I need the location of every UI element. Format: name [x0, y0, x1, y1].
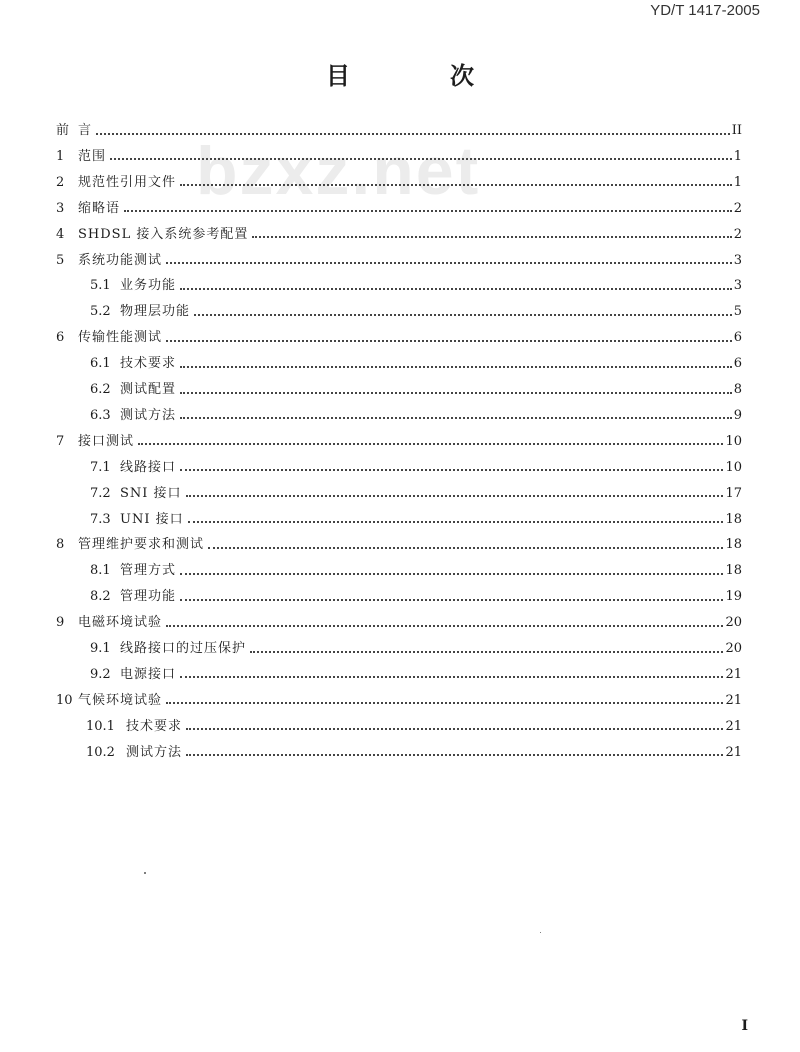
- toc-dot-leader: [186, 753, 723, 756]
- toc-page-number: 20: [725, 615, 742, 631]
- toc-entry-number: 前: [56, 123, 70, 138]
- toc-subentry[interactable]: [86, 742, 742, 764]
- toc-page-number: 20: [725, 641, 742, 656]
- toc-entry-title: 技术要求: [120, 356, 177, 372]
- toc-dot-leader: [166, 339, 732, 342]
- toc-entry[interactable]: [56, 172, 742, 194]
- toc-entry-number: 6.1: [90, 356, 111, 372]
- toc-entry[interactable]: [56, 250, 742, 272]
- toc-entry-title: UNI 接口: [120, 511, 184, 527]
- toc-entry[interactable]: [56, 146, 742, 168]
- toc-subentry[interactable]: [90, 275, 742, 297]
- scan-speck: [144, 872, 146, 874]
- toc-subentry[interactable]: [90, 664, 742, 686]
- toc-entry-title: 管理维护要求和测试: [78, 537, 205, 553]
- toc-entry-number: 7.2: [90, 485, 111, 501]
- toc-dot-leader: [194, 313, 732, 316]
- toc-dot-leader: [180, 391, 732, 394]
- toc-dot-leader: [180, 468, 723, 471]
- toc-page-number: 8: [733, 382, 742, 397]
- toc-page-number: 10: [725, 433, 742, 449]
- toc-entry-number: 8.2: [90, 589, 111, 605]
- toc-subentry[interactable]: [90, 586, 742, 608]
- toc-page-number: 21: [725, 666, 742, 682]
- toc-entry-title: 测试配置: [120, 382, 177, 397]
- toc-dot-leader: [166, 701, 723, 704]
- toc-dot-leader: [110, 157, 732, 160]
- toc-entry-number: 8.1: [90, 563, 111, 579]
- toc-entry-title: SNI 接口: [120, 485, 182, 501]
- toc-page-number: II: [731, 123, 742, 138]
- toc-page-number: 18: [725, 563, 742, 579]
- toc-entry-number: 9: [56, 615, 65, 631]
- toc-dot-leader: [180, 572, 723, 575]
- toc-subentry[interactable]: [90, 379, 742, 401]
- scan-speck: [540, 932, 541, 933]
- toc-subentry[interactable]: [90, 560, 742, 582]
- toc-entry-title: 技术要求: [126, 718, 183, 734]
- toc-entry-number: 6.2: [90, 382, 111, 397]
- toc-dot-leader: [208, 546, 723, 549]
- toc-entry-title: 测试方法: [126, 744, 183, 760]
- toc-subentry[interactable]: [90, 457, 742, 479]
- toc-entry-number: 9.2: [90, 666, 111, 682]
- toc-entry-title: SHDSL 接入系统参考配置: [78, 226, 249, 242]
- toc-page-number: 17: [725, 485, 742, 501]
- toc-subentry[interactable]: [90, 405, 742, 427]
- toc-entry-title: 规范性引用文件: [78, 174, 177, 190]
- toc-entry-number: 6.3: [90, 407, 111, 423]
- toc-page-number: 21: [725, 718, 742, 734]
- toc-entry-number: 3: [56, 200, 65, 216]
- toc-entry[interactable]: [56, 431, 742, 453]
- toc-subentry[interactable]: [90, 353, 742, 375]
- toc-page-number: 21: [725, 744, 742, 760]
- toc-page-number: 9: [733, 407, 742, 423]
- toc-entry-title: 范围: [78, 148, 107, 164]
- toc-dot-leader: [180, 675, 723, 678]
- toc-entry[interactable]: [56, 612, 742, 634]
- toc-entry[interactable]: [56, 327, 742, 349]
- toc-page-number: 1: [733, 148, 742, 164]
- toc-page-number: 21: [725, 692, 742, 708]
- toc-entry-title: 气候环境试验: [78, 692, 163, 708]
- toc-dot-leader: [180, 183, 732, 186]
- toc-entry-number: 5.1: [90, 278, 111, 294]
- toc-dot-leader: [250, 650, 723, 653]
- toc-dot-leader: [180, 416, 732, 419]
- toc-entry-number: 5.2: [90, 304, 111, 320]
- toc-page-number: 18: [725, 511, 742, 527]
- toc-entry-number: 7.1: [90, 459, 111, 475]
- toc-dot-leader: [252, 235, 731, 238]
- toc-page-number: 3: [733, 278, 742, 294]
- toc-entry-title: 电磁环境试验: [78, 615, 163, 631]
- toc-entry[interactable]: [56, 534, 742, 556]
- toc-entry-number: 10: [56, 692, 73, 708]
- toc-entry-number: 9.1: [90, 641, 111, 656]
- toc-entry-title: 传输性能测试: [78, 330, 163, 346]
- toc-entry-number: 4: [56, 226, 65, 242]
- toc-page-number: 1: [733, 174, 742, 190]
- toc-page-number: 2: [733, 200, 742, 216]
- watermark: bzxz.net: [196, 133, 481, 209]
- toc-page-number: 5: [733, 304, 742, 320]
- toc-entry-number: 2: [56, 174, 65, 190]
- toc-entry-title: 缩略语: [78, 200, 121, 216]
- toc-dot-leader: [180, 287, 732, 290]
- toc-page-number: 18: [725, 537, 742, 553]
- toc-dot-leader: [180, 598, 723, 601]
- page-title: 目 次: [326, 61, 512, 90]
- toc-dot-leader: [138, 442, 723, 445]
- toc-dot-leader: [166, 624, 723, 627]
- toc-entry-title: 电源接口: [120, 666, 177, 682]
- toc-entry-number: 10.1: [86, 718, 115, 734]
- toc-entry-title: 业务功能: [120, 278, 177, 294]
- toc-entry-number: 7.3: [90, 511, 111, 527]
- toc-entry-number: 5: [56, 252, 65, 268]
- toc-entry[interactable]: [56, 690, 742, 712]
- toc-subentry[interactable]: [90, 483, 742, 505]
- toc-entry-number: 8: [56, 537, 65, 553]
- toc-subentry[interactable]: [86, 716, 742, 738]
- toc-entry-title: 管理功能: [120, 589, 177, 605]
- toc-dot-leader: [124, 209, 732, 212]
- toc-entry[interactable]: [56, 120, 742, 142]
- document-code: YD/T 1417-2005: [650, 2, 760, 19]
- toc-page-number: 19: [725, 589, 742, 605]
- toc-entry-title: 系统功能测试: [78, 252, 163, 268]
- toc-entry-number: 7: [56, 433, 65, 449]
- toc-dot-leader: [188, 520, 724, 523]
- toc-page-number: 2: [733, 226, 742, 242]
- toc-page-number: 3: [733, 252, 742, 268]
- toc-entry-title: 线路接口的过压保护: [120, 641, 247, 656]
- toc-entry-title: 接口测试: [78, 433, 135, 449]
- toc-entry-title: 线路接口: [120, 459, 177, 475]
- toc-page-number: 6: [733, 330, 742, 346]
- toc-dot-leader: [186, 727, 723, 730]
- toc-subentry[interactable]: [90, 638, 742, 660]
- toc-dot-leader: [180, 365, 732, 368]
- toc-dot-leader: [186, 494, 724, 497]
- toc-entry-title: 管理方式: [120, 563, 177, 579]
- toc-dot-leader: [166, 261, 732, 264]
- toc-entry-title: 言: [78, 123, 93, 138]
- toc-entry-title: 物理层功能: [120, 304, 191, 320]
- toc-dot-leader: [96, 132, 730, 135]
- toc-entry-number: 10.2: [86, 744, 115, 760]
- toc-entry[interactable]: [56, 224, 742, 246]
- toc-entry-title: 测试方法: [120, 407, 177, 423]
- toc-entry-number: 6: [56, 330, 65, 346]
- page-number: I: [741, 1018, 748, 1034]
- toc-entry[interactable]: [56, 198, 742, 220]
- toc-subentry[interactable]: [90, 509, 742, 531]
- toc-entry-number: 1: [56, 148, 65, 164]
- toc-subentry[interactable]: [90, 301, 742, 323]
- toc-page-number: 10: [725, 459, 742, 475]
- toc-page-number: 6: [733, 356, 742, 372]
